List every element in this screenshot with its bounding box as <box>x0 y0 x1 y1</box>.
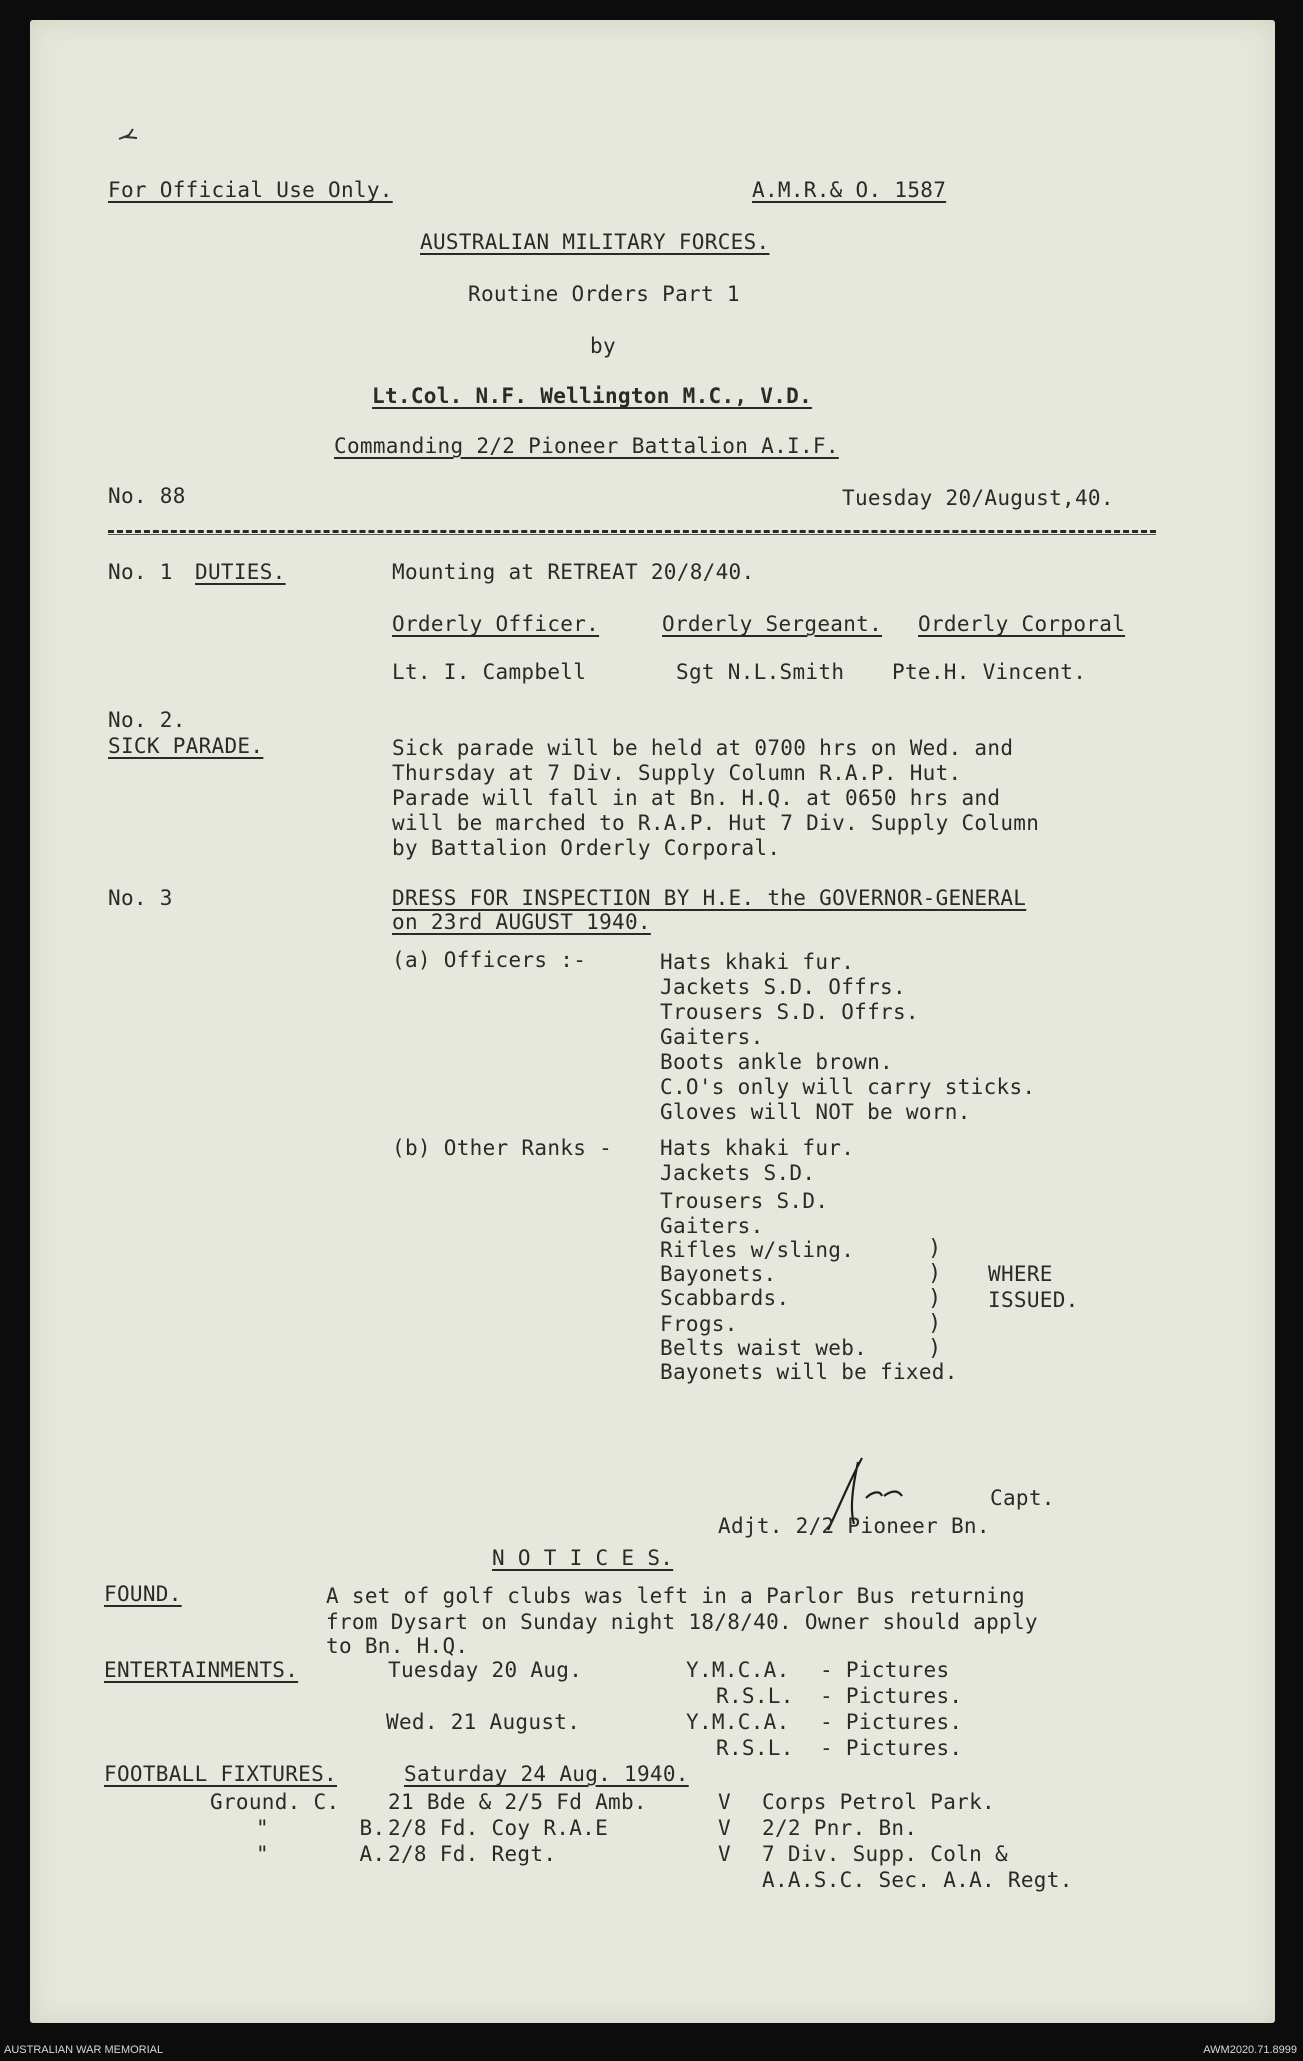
fixture-away: 2/2 Pnr. Bn. <box>762 1816 918 1840</box>
fixture-home: 2/8 Fd. Regt. <box>388 1842 557 1866</box>
found-line: A set of golf clubs was left in a Parlor Bus returning <box>326 1584 1025 1608</box>
entertainment-type: - Pictures <box>820 1658 950 1682</box>
ranks-item: Gaiters. <box>660 1214 764 1238</box>
forces-title: AUSTRALIAN MILITARY FORCES. <box>420 230 770 254</box>
bracket-glyph: ) <box>928 1336 942 1361</box>
bracket-glyph: ) <box>928 1261 942 1286</box>
sick-parade-heading: SICK PARADE. <box>108 734 264 758</box>
order-number: No. 88 <box>108 484 186 508</box>
entertainment-org: R.S.L. <box>716 1684 794 1708</box>
footer-accession-number: AWM2020.71.8999 <box>1203 2044 1297 2056</box>
ranks-item: Hats khaki fur. <box>660 1136 855 1160</box>
ranks-item: Bayonets. <box>660 1262 777 1286</box>
dress-number: No. 3 <box>108 886 173 910</box>
routine-orders-title: Routine Orders Part 1 <box>468 282 740 306</box>
entertainment-type: - Pictures. <box>820 1710 963 1734</box>
ranks-item: Bayonets will be fixed. <box>660 1360 958 1384</box>
ranks-item: Belts waist web. <box>660 1336 868 1360</box>
found-line: from Dysart on Sunday night 18/8/40. Owner should apply <box>326 1610 1038 1634</box>
by-label: by <box>590 334 616 358</box>
entertainment-org: Y.M.C.A. <box>686 1658 790 1682</box>
officers-item: Gaiters. <box>660 1025 764 1049</box>
sick-parade-number: No. 2. <box>108 708 186 732</box>
sick-parade-line: Thursday at 7 Div. Supply Column R.A.P. Hut. <box>392 761 962 785</box>
orderly-sergeant-name: Sgt N.L.Smith <box>676 660 845 684</box>
sick-parade-line: will be marched to R.A.P. Hut 7 Div. Supply Column <box>392 811 1040 835</box>
commander-name: Lt.Col. N.F. Wellington M.C., V.D. <box>372 384 813 408</box>
header-divider <box>108 530 1156 533</box>
other-ranks-label: (b) Other Ranks - <box>392 1136 613 1160</box>
entertainment-type: - Pictures. <box>820 1684 963 1708</box>
duties-heading: DUTIES. <box>195 560 286 584</box>
entertainment-day: Wed. 21 August. <box>386 1710 581 1734</box>
football-label: FOOTBALL FIXTURES. <box>104 1762 337 1786</box>
bracket-glyph: ) <box>928 1311 942 1336</box>
dress-heading: DRESS FOR INSPECTION BY H.E. the GOVERNOR-GENERAL <box>392 886 1027 910</box>
officers-label: (a) Officers :- <box>392 948 587 972</box>
duties-number: No. 1 <box>108 560 173 584</box>
bracket-glyph: ) <box>928 1236 942 1261</box>
duties-mounting: Mounting at RETREAT 20/8/40. <box>392 560 755 584</box>
fixture-versus: V <box>718 1790 731 1814</box>
fixture-away-continued: A.A.S.C. Sec. A.A. Regt. <box>762 1868 1073 1892</box>
entertainment-type: - Pictures. <box>820 1736 963 1760</box>
officers-item: Boots ankle brown. <box>660 1050 893 1074</box>
officers-item: C.O's only will carry sticks. <box>660 1075 1036 1099</box>
where-issued-note: WHERE <box>988 1262 1053 1286</box>
fixture-away: 7 Div. Supp. Coln & <box>762 1842 1008 1866</box>
ranks-item: Jackets S.D. <box>660 1161 816 1185</box>
officers-item: Trousers S.D. Offrs. <box>660 1000 919 1024</box>
fixture-ground: Ground. C. <box>210 1790 340 1814</box>
fixture-home: 21 Bde & 2/5 Fd Amb. <box>388 1790 647 1814</box>
orderly-officer-heading: Orderly Officer. <box>392 612 600 636</box>
officers-item: Hats khaki fur. <box>660 950 855 974</box>
entertainment-day: Tuesday 20 Aug. <box>388 1658 583 1682</box>
ranks-item: Rifles w/sling. <box>660 1238 855 1262</box>
sick-parade-line: Sick parade will be held at 0700 hrs on Wed. and <box>392 736 1014 760</box>
found-label: FOUND. <box>104 1582 182 1606</box>
fixture-away: Corps Petrol Park. <box>762 1790 995 1814</box>
ranks-item: Trousers S.D. <box>660 1189 829 1213</box>
officers-item: Jackets S.D. Offrs. <box>660 975 906 999</box>
fixture-ground: " A. <box>256 1842 386 1866</box>
fixture-versus: V <box>718 1842 731 1866</box>
fixture-home: 2/8 Fd. Coy R.A.E <box>388 1816 609 1840</box>
entertainments-label: ENTERTAINMENTS. <box>104 1658 299 1682</box>
pencil-mark-icon <box>115 125 145 145</box>
signature-rank: Capt. <box>990 1486 1055 1510</box>
where-issued-note: ISSUED. <box>988 1288 1079 1312</box>
orderly-corporal-heading: Orderly Corporal <box>918 612 1126 636</box>
orderly-corporal-name: Pte.H. Vincent. <box>892 660 1087 684</box>
fixture-ground: " B. <box>256 1816 386 1840</box>
official-use-label: For Official Use Only. <box>108 178 393 202</box>
header-divider-line <box>108 534 1156 535</box>
orderly-sergeant-heading: Orderly Sergeant. <box>662 612 883 636</box>
dress-heading-date: on 23rd AUGUST 1940. <box>392 910 651 934</box>
signature-title: Adjt. 2/2 Pioneer Bn. <box>718 1514 990 1538</box>
order-date: Tuesday 20/August,40. <box>842 486 1114 510</box>
fixture-versus: V <box>718 1816 731 1840</box>
ranks-item: Scabbards. <box>660 1286 790 1310</box>
entertainment-org: Y.M.C.A. <box>686 1710 790 1734</box>
footer-archive-name: AUSTRALIAN WAR MEMORIAL <box>4 2044 164 2056</box>
football-date: Saturday 24 Aug. 1940. <box>404 1762 689 1786</box>
commanding-unit: Commanding 2/2 Pioneer Battalion A.I.F. <box>334 434 839 458</box>
reference-number: A.M.R.& O. 1587 <box>752 178 947 202</box>
found-line: to Bn. H.Q. <box>326 1634 469 1658</box>
entertainment-org: R.S.L. <box>716 1736 794 1760</box>
ranks-item: Frogs. <box>660 1312 738 1336</box>
sick-parade-line: Parade will fall in at Bn. H.Q. at 0650 hrs and <box>392 786 1001 810</box>
notices-title: N O T I C E S. <box>492 1546 674 1570</box>
officers-item: Gloves will NOT be worn. <box>660 1100 971 1124</box>
document-page <box>30 20 1275 2023</box>
bracket-glyph: ) <box>928 1286 942 1311</box>
sick-parade-line: by Battalion Orderly Corporal. <box>392 836 781 860</box>
orderly-officer-name: Lt. I. Campbell <box>392 660 587 684</box>
